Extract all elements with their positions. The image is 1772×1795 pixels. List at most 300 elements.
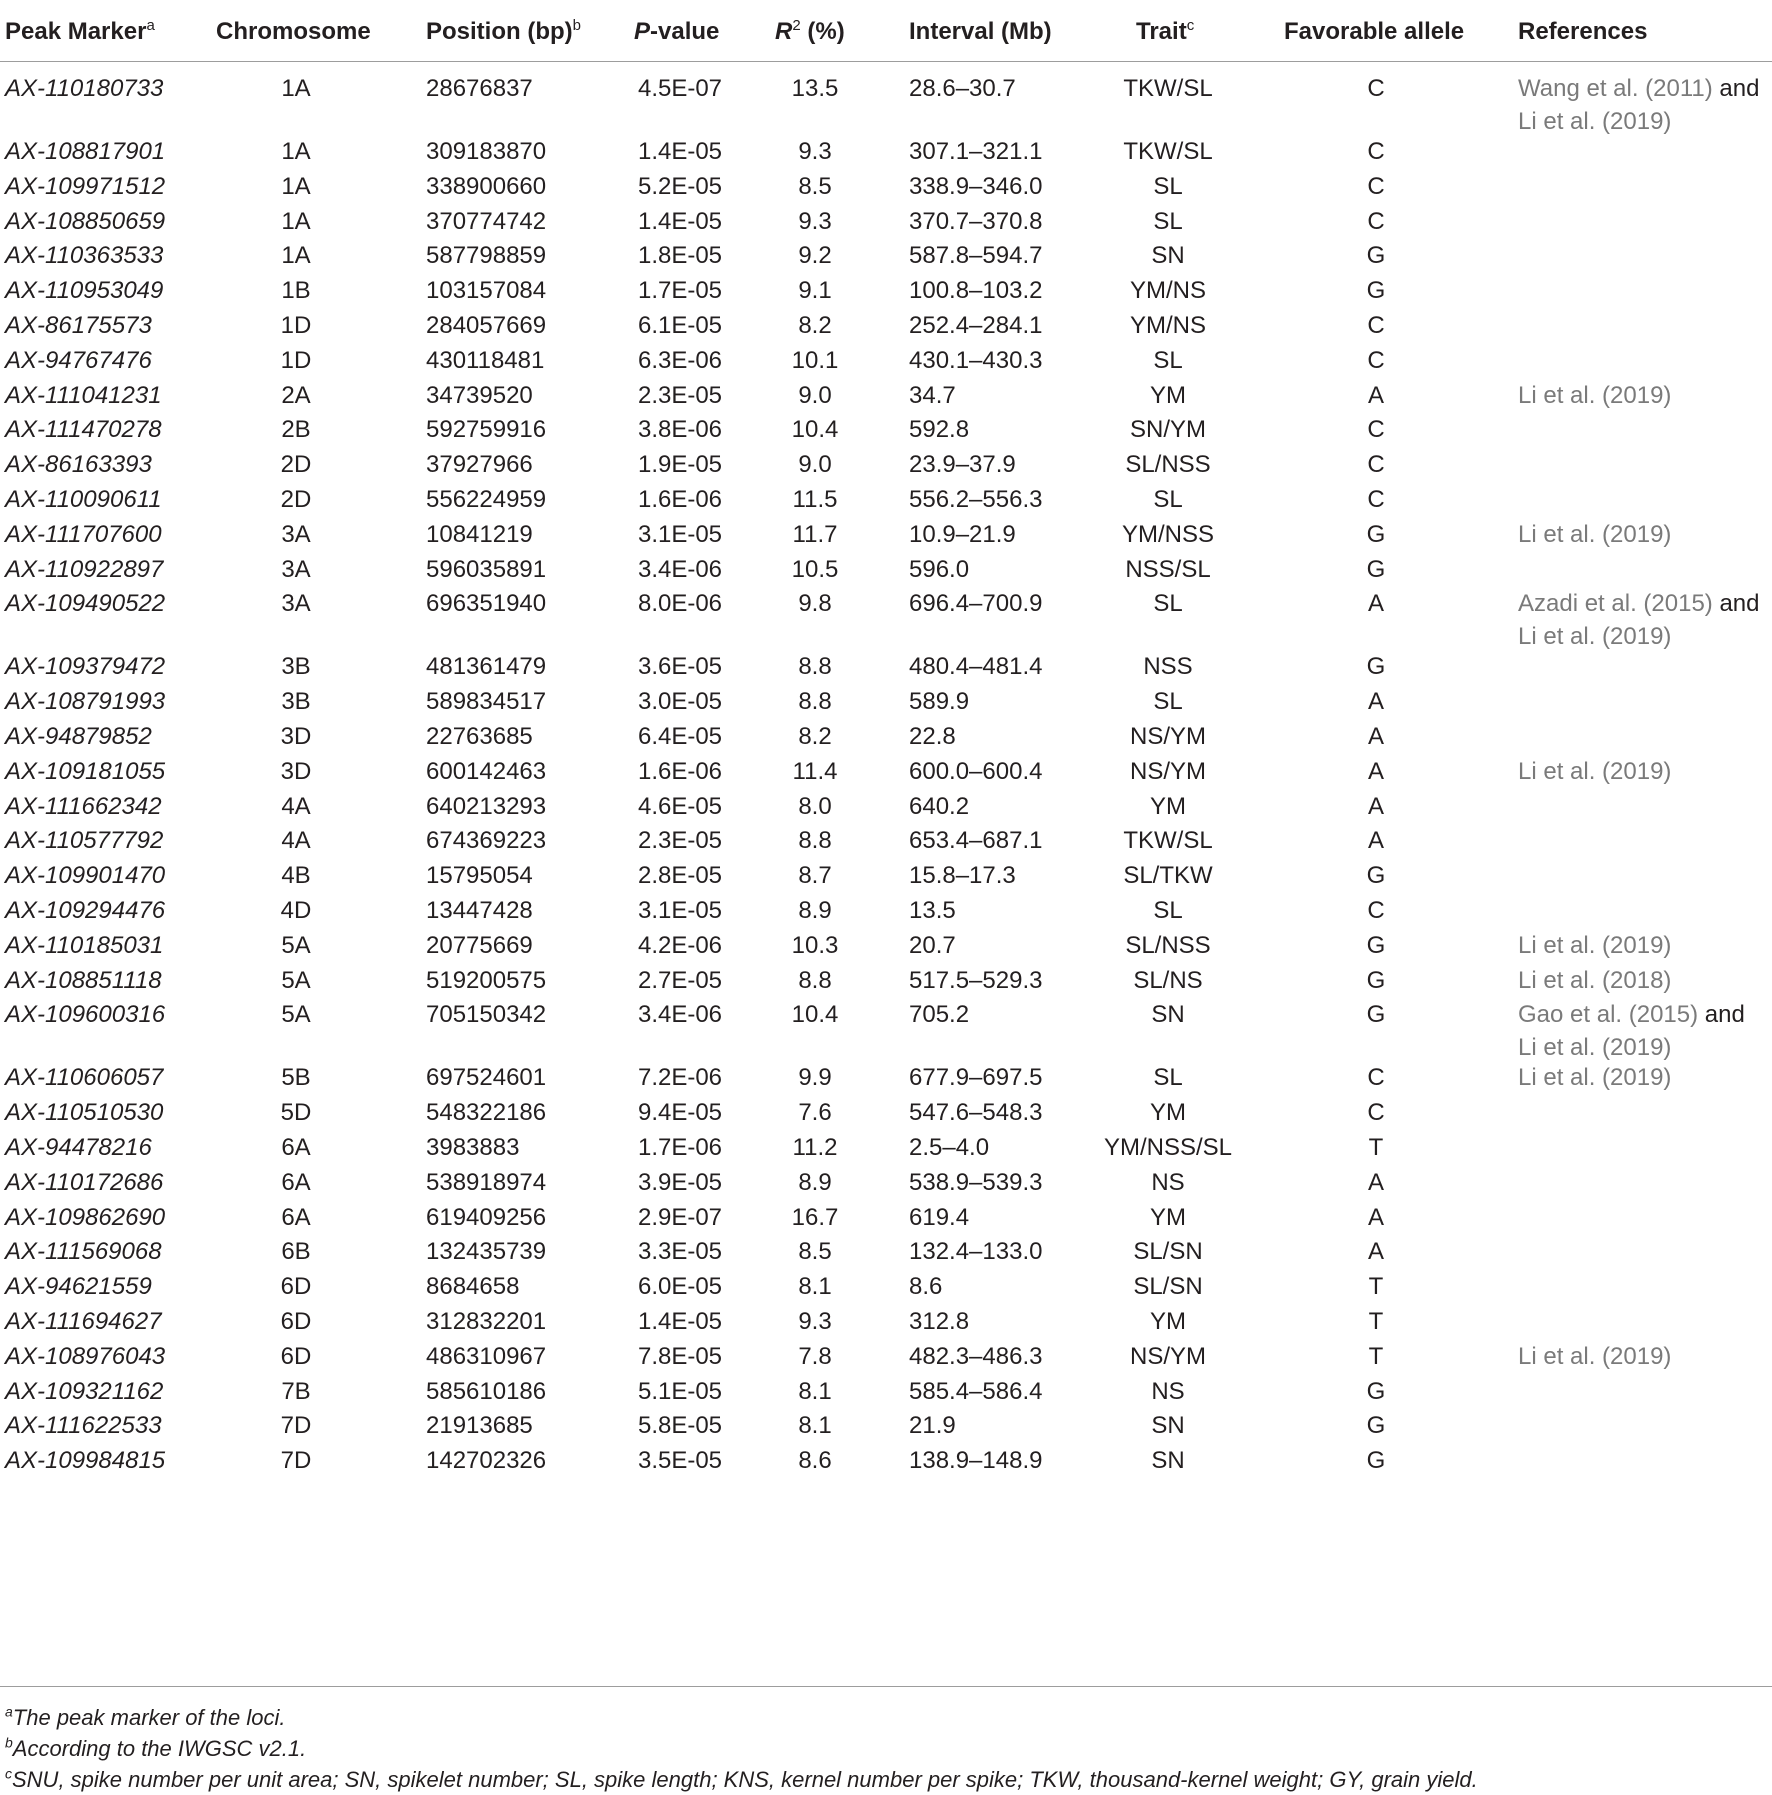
position-cell: 13447428 <box>426 896 533 924</box>
header-rule <box>0 61 1772 62</box>
p-value-cell: 6.0E-05 <box>637 1273 723 1301</box>
position-cell: 538918974 <box>426 1168 547 1196</box>
position-cell: 592759916 <box>426 416 547 444</box>
position-cell: 37927966 <box>426 451 533 479</box>
reference-link[interactable]: Li et al. (2019) <box>1518 520 1672 548</box>
allele-cell: G <box>1366 1377 1386 1405</box>
marker-cell: AX-86175573 <box>5 311 152 339</box>
interval-cell: 619.4 <box>909 1203 970 1231</box>
p-value-cell: 3.1E-05 <box>637 520 723 548</box>
p-value-cell: 4.5E-07 <box>637 75 723 102</box>
chromosome-cell: 1A <box>281 207 311 235</box>
interval-cell: 252.4–284.1 <box>909 311 1043 339</box>
marker-cell: AX-111041231 <box>5 381 162 409</box>
p-value-cell: 1.4E-05 <box>637 207 723 235</box>
header-trait: Trait$^c$ <box>1136 17 1195 45</box>
chromosome-cell: 1D <box>280 311 312 339</box>
interval-cell: 34.7 <box>909 381 956 409</box>
trait-cell: SL/NSS <box>1125 931 1211 959</box>
chromosome-cell: 7D <box>280 1412 312 1440</box>
allele-cell: G <box>1366 931 1386 959</box>
header-chromosome: Chromosome <box>216 18 371 45</box>
position-cell: 674369223 <box>426 827 547 855</box>
p-value-cell: 7.8E-05 <box>637 1342 723 1370</box>
position-cell: 589834517 <box>426 688 547 716</box>
interval-cell: 100.8–103.2 <box>909 277 1043 305</box>
table-row <box>0 1131 1772 1166</box>
trait-cell: NS/YM <box>1129 722 1206 750</box>
marker-cell: AX-94478216 <box>5 1133 152 1161</box>
allele-cell: C <box>1367 75 1385 102</box>
allele-cell: C <box>1367 207 1385 235</box>
table-row <box>0 274 1772 309</box>
reference-conjunction: and <box>1698 1001 1745 1029</box>
marker-cell: AX-111569068 <box>5 1238 162 1266</box>
allele-cell: G <box>1366 242 1386 270</box>
position-cell: 596035891 <box>426 555 547 583</box>
table-row <box>0 1270 1772 1305</box>
chromosome-cell: 3A <box>281 555 311 583</box>
allele-cell: C <box>1367 346 1385 374</box>
position-cell: 481361479 <box>426 653 547 681</box>
reference-conjunction: and <box>1712 590 1760 618</box>
marker-cell: AX-109984815 <box>5 1447 166 1475</box>
chromosome-cell: 3A <box>281 590 311 618</box>
reference-link[interactable]: Azadi et al. (2015) <box>1518 590 1713 618</box>
interval-cell: 22.8 <box>909 722 956 750</box>
marker-cell: AX-109294476 <box>5 896 166 924</box>
trait-cell: SL <box>1153 346 1183 374</box>
references-cell <box>1518 998 1768 1064</box>
allele-cell: A <box>1367 1168 1384 1196</box>
position-cell: 600142463 <box>426 757 547 785</box>
chromosome-cell: 5A <box>281 966 311 994</box>
marker-cell: AX-110577792 <box>5 827 164 855</box>
position-cell: 15795054 <box>426 862 533 890</box>
marker-cell: AX-110172686 <box>5 1168 164 1196</box>
chromosome-cell: 5B <box>281 1064 311 1092</box>
trait-cell: YM/NS <box>1129 311 1206 339</box>
reference-link[interactable]: Li et al. (2019) <box>1518 757 1672 785</box>
chromosome-cell: 1B <box>281 277 311 305</box>
position-cell: 3983883 <box>426 1133 520 1161</box>
references-cell <box>1518 518 1768 551</box>
interval-cell: 2.5–4.0 <box>909 1133 990 1161</box>
p-value-cell: 3.0E-05 <box>637 688 723 716</box>
p-value-cell: 2.3E-05 <box>637 827 723 855</box>
table-row <box>0 1409 1772 1444</box>
interval-cell: 430.1–430.3 <box>909 346 1043 374</box>
table-row <box>0 1305 1772 1340</box>
interval-cell: 592.8 <box>909 416 970 444</box>
interval-cell: 677.9–697.5 <box>909 1064 1043 1092</box>
marker-cell: AX-110922897 <box>5 555 164 583</box>
chromosome-cell: 6A <box>281 1133 311 1161</box>
trait-cell: YM <box>1150 1099 1186 1127</box>
marker-cell: AX-109901470 <box>5 862 166 890</box>
position-cell: 587798859 <box>426 242 547 270</box>
trait-cell: NS <box>1151 1377 1185 1405</box>
r-squared-cell: 8.1 <box>798 1377 832 1405</box>
p-value-cell: 7.2E-06 <box>637 1064 723 1092</box>
position-cell: 312832201 <box>426 1307 547 1335</box>
allele-cell: A <box>1367 827 1384 855</box>
trait-cell: YM/NSS <box>1121 520 1214 548</box>
interval-cell: 370.7–370.8 <box>909 207 1043 235</box>
allele-cell: T <box>1368 1307 1384 1335</box>
allele-cell: A <box>1367 1203 1384 1231</box>
r-squared-cell: 9.3 <box>798 1307 832 1335</box>
r-squared-cell: 8.8 <box>798 827 832 855</box>
table-row <box>0 413 1772 448</box>
marker-cell: AX-109862690 <box>5 1203 166 1231</box>
p-value-cell: 5.2E-05 <box>637 172 723 200</box>
reference-conjunction: and <box>1712 75 1760 102</box>
allele-cell: A <box>1367 590 1384 618</box>
interval-cell: 538.9–539.3 <box>909 1168 1043 1196</box>
header-references: References <box>1518 18 1648 45</box>
chromosome-cell: 2B <box>281 416 311 444</box>
marker-cell: AX-108791993 <box>5 688 166 716</box>
interval-cell: 653.4–687.1 <box>909 827 1043 855</box>
table-row <box>0 929 1772 964</box>
p-value-cell: 4.6E-05 <box>637 792 723 820</box>
r-squared-cell: 10.1 <box>791 346 839 374</box>
r-squared-cell: 8.5 <box>798 1238 832 1266</box>
p-value-cell: 6.4E-05 <box>637 722 723 750</box>
trait-cell: SL <box>1153 590 1183 618</box>
interval-cell: 589.9 <box>909 688 970 716</box>
table-header <box>0 0 1772 62</box>
footnote-b: $^b$According to the IWGSC v2.1. <box>5 1734 307 1761</box>
position-cell: 519200575 <box>426 966 547 994</box>
allele-cell: T <box>1368 1273 1384 1301</box>
p-value-cell: 2.3E-05 <box>637 381 723 409</box>
table-row <box>0 1201 1772 1236</box>
r-squared-cell: 11.2 <box>792 1133 838 1161</box>
marker-cell: AX-110953049 <box>5 277 164 305</box>
p-value-cell: 1.4E-05 <box>637 138 723 165</box>
trait-cell: NSS/SL <box>1125 555 1211 583</box>
interval-cell: 20.7 <box>909 931 956 959</box>
interval-cell: 640.2 <box>909 792 970 820</box>
trait-cell: TKW/SL <box>1123 138 1213 165</box>
reference-link[interactable]: Li et al. (2019) <box>1518 931 1672 959</box>
trait-cell: NSS <box>1143 653 1193 681</box>
marker-cell: AX-110510530 <box>5 1099 164 1127</box>
marker-cell: AX-94879852 <box>5 722 152 750</box>
interval-cell: 482.3–486.3 <box>909 1342 1043 1370</box>
interval-cell: 312.8 <box>909 1307 970 1335</box>
allele-cell: G <box>1366 653 1386 681</box>
trait-cell: SL/SN <box>1133 1273 1203 1301</box>
table-row <box>0 72 1772 135</box>
interval-cell: 138.9–148.9 <box>909 1447 1043 1475</box>
r-squared-cell: 8.7 <box>798 862 832 890</box>
position-cell: 430118481 <box>426 346 545 374</box>
r-squared-cell: 8.0 <box>798 792 832 820</box>
allele-cell: C <box>1367 451 1385 479</box>
interval-cell: 21.9 <box>909 1412 956 1440</box>
trait-cell: SN <box>1151 1412 1185 1440</box>
r-squared-cell: 10.4 <box>791 416 839 444</box>
table-row <box>0 1340 1772 1375</box>
r-squared-cell: 16.7 <box>791 1203 839 1231</box>
allele-cell: G <box>1366 1001 1386 1029</box>
footnote-a: $^a$The peak marker of the loci. <box>5 1703 286 1730</box>
references-cell <box>1518 587 1768 653</box>
position-cell: 20775669 <box>426 931 533 959</box>
reference-link[interactable]: Li et al. (2018) <box>1518 966 1672 994</box>
reference-link[interactable]: Gao et al. (2015) <box>1518 1001 1699 1029</box>
r-squared-cell: 9.3 <box>798 207 832 235</box>
reference-link[interactable]: Li et al. (2019) <box>1518 1034 1672 1062</box>
p-value-cell: 8.0E-06 <box>637 590 723 618</box>
reference-link[interactable]: Wang et al. (2011) <box>1518 75 1713 102</box>
trait-cell: YM <box>1150 1307 1186 1335</box>
trait-cell: SL/SN <box>1133 1238 1203 1266</box>
marker-cell: AX-109379472 <box>5 653 166 681</box>
table-row <box>0 998 1772 1061</box>
r-squared-cell: 7.6 <box>798 1099 832 1127</box>
interval-cell: 596.0 <box>909 555 970 583</box>
position-cell: 103157084 <box>426 277 547 305</box>
marker-cell: AX-111470278 <box>5 416 162 444</box>
r-squared-cell: 10.3 <box>791 931 839 959</box>
r-squared-cell: 8.1 <box>798 1273 832 1301</box>
allele-cell: G <box>1366 966 1386 994</box>
position-cell: 338900660 <box>426 172 547 200</box>
chromosome-cell: 2A <box>281 381 311 409</box>
references-cell <box>1518 755 1768 788</box>
p-value-cell: 1.7E-05 <box>637 277 723 305</box>
position-cell: 28676837 <box>426 75 533 102</box>
interval-cell: 15.8–17.3 <box>909 862 1016 890</box>
chromosome-cell: 4A <box>281 827 311 855</box>
table-row <box>0 344 1772 379</box>
allele-cell: G <box>1366 862 1386 890</box>
chromosome-cell: 4B <box>281 862 311 890</box>
allele-cell: C <box>1367 172 1385 200</box>
interval-cell: 705.2 <box>909 1001 970 1029</box>
footnotes <box>5 1702 1765 1795</box>
header-favorable-allele: Favorable allele <box>1284 18 1465 45</box>
allele-cell: A <box>1367 722 1384 750</box>
p-value-cell: 2.9E-07 <box>637 1203 723 1231</box>
chromosome-cell: 2D <box>280 451 312 479</box>
marker-cell: AX-109181055 <box>5 757 166 785</box>
p-value-cell: 1.6E-06 <box>637 757 723 785</box>
p-value-cell: 2.7E-05 <box>637 966 723 994</box>
table-row <box>0 448 1772 483</box>
position-cell: 21913685 <box>426 1412 533 1440</box>
trait-cell: YM/NS <box>1129 277 1206 305</box>
interval-cell: 23.9–37.9 <box>909 451 1016 479</box>
position-cell: 640213293 <box>426 792 547 820</box>
interval-cell: 8.6 <box>909 1273 943 1301</box>
interval-cell: 585.4–586.4 <box>909 1377 1043 1405</box>
r-squared-cell: 8.8 <box>798 966 832 994</box>
trait-cell: TKW/SL <box>1123 75 1213 102</box>
allele-cell: C <box>1367 416 1385 444</box>
allele-cell: T <box>1368 1342 1384 1370</box>
chromosome-cell: 3D <box>280 722 312 750</box>
allele-cell: A <box>1367 792 1384 820</box>
position-cell: 142702326 <box>426 1447 547 1475</box>
position-cell: 34739520 <box>426 381 533 409</box>
header-position: Position (bp)$^b$ <box>426 17 581 45</box>
marker-cell: AX-110363533 <box>5 242 164 270</box>
trait-cell: YM/NSS/SL <box>1103 1133 1233 1161</box>
chromosome-cell: 6D <box>280 1342 312 1370</box>
chromosome-cell: 3B <box>281 653 311 681</box>
allele-cell: G <box>1366 277 1386 305</box>
chromosome-cell: 1A <box>281 172 311 200</box>
allele-cell: C <box>1367 485 1385 513</box>
chromosome-cell: 1A <box>281 138 311 165</box>
position-cell: 22763685 <box>426 722 533 750</box>
marker-cell: AX-110185031 <box>5 931 164 959</box>
table-row <box>0 205 1772 240</box>
position-cell: 132435739 <box>426 1238 547 1266</box>
r-squared-cell: 9.3 <box>798 138 832 165</box>
marker-cell: AX-110180733 <box>5 75 164 102</box>
allele-cell: C <box>1367 311 1385 339</box>
r-squared-cell: 9.0 <box>798 451 832 479</box>
table-body <box>0 72 1772 1479</box>
allele-cell: G <box>1366 1412 1386 1440</box>
p-value-cell: 1.8E-05 <box>637 242 723 270</box>
references-cell <box>1518 929 1768 962</box>
r-squared-cell: 8.9 <box>798 1168 832 1196</box>
marker-cell: AX-110606057 <box>5 1064 164 1092</box>
marker-cell: AX-108976043 <box>5 1342 166 1370</box>
r-squared-cell: 8.8 <box>798 653 832 681</box>
allele-cell: A <box>1367 381 1384 409</box>
p-value-cell: 3.9E-05 <box>637 1168 723 1196</box>
table-row <box>0 309 1772 344</box>
reference-link[interactable]: Li et al. (2019) <box>1518 623 1672 651</box>
allele-cell: G <box>1366 520 1386 548</box>
trait-cell: SL <box>1153 485 1183 513</box>
trait-cell: NS/YM <box>1129 757 1206 785</box>
r-squared-cell: 10.5 <box>791 555 839 583</box>
position-cell: 619409256 <box>426 1203 547 1231</box>
r-squared-cell: 11.7 <box>792 520 838 548</box>
position-cell: 486310967 <box>426 1342 547 1370</box>
p-value-cell: 3.4E-06 <box>637 555 723 583</box>
r-squared-cell: 9.2 <box>798 242 832 270</box>
allele-cell: C <box>1367 138 1385 165</box>
interval-cell: 696.4–700.9 <box>909 590 1043 618</box>
p-value-cell: 6.1E-05 <box>637 311 723 339</box>
marker-cell: AX-111707600 <box>5 520 162 548</box>
r-squared-cell: 9.9 <box>798 1064 832 1092</box>
table-row <box>0 518 1772 553</box>
r-squared-cell: 8.2 <box>798 722 832 750</box>
chromosome-cell: 7D <box>280 1447 312 1475</box>
marker-cell: AX-111694627 <box>5 1307 162 1335</box>
position-cell: 370774742 <box>426 207 547 235</box>
allele-cell: A <box>1367 688 1384 716</box>
header-interval: Interval (Mb) <box>909 18 1052 45</box>
table-row <box>0 483 1772 518</box>
trait-cell: SL <box>1153 896 1183 924</box>
interval-cell: 480.4–481.4 <box>909 653 1043 681</box>
position-cell: 697524601 <box>426 1064 547 1092</box>
position-cell: 548322186 <box>426 1099 547 1127</box>
chromosome-cell: 5D <box>280 1099 312 1127</box>
marker-cell: AX-94621559 <box>5 1273 152 1301</box>
p-value-cell: 3.8E-06 <box>637 416 723 444</box>
p-value-cell: 4.2E-06 <box>637 931 723 959</box>
trait-cell: YM <box>1150 381 1186 409</box>
header-p-value: P-value <box>634 18 720 45</box>
table-row <box>0 790 1772 825</box>
p-value-cell: 9.4E-05 <box>637 1099 723 1127</box>
reference-link[interactable]: Li et al. (2019) <box>1518 1064 1672 1092</box>
trait-cell: SL/NSS <box>1125 451 1211 479</box>
chromosome-cell: 7B <box>281 1377 311 1405</box>
trait-cell: TKW/SL <box>1123 827 1213 855</box>
table-row <box>0 964 1772 999</box>
interval-cell: 517.5–529.3 <box>909 966 1043 994</box>
p-value-cell: 3.5E-05 <box>637 1447 723 1475</box>
chromosome-cell: 6A <box>281 1203 311 1231</box>
position-cell: 10841219 <box>426 520 533 548</box>
table-row <box>0 1166 1772 1201</box>
r-squared-cell: 8.9 <box>798 896 832 924</box>
interval-cell: 28.6–30.7 <box>909 75 1016 102</box>
trait-cell: NS <box>1151 1168 1185 1196</box>
chromosome-cell: 5A <box>281 1001 311 1029</box>
marker-cell: AX-109490522 <box>5 590 166 618</box>
references-cell <box>1518 1340 1768 1373</box>
position-cell: 556224959 <box>426 485 547 513</box>
reference-link[interactable]: Li et al. (2019) <box>1518 108 1672 135</box>
p-value-cell: 5.1E-05 <box>637 1377 723 1405</box>
marker-cell: AX-110090611 <box>5 485 162 513</box>
chromosome-cell: 3B <box>281 688 311 716</box>
table-row <box>0 239 1772 274</box>
marker-cell: AX-94767476 <box>5 346 152 374</box>
p-value-cell: 1.6E-06 <box>637 485 723 513</box>
interval-cell: 556.2–556.3 <box>909 485 1043 513</box>
r-squared-cell: 11.4 <box>792 757 838 785</box>
interval-cell: 600.0–600.4 <box>909 757 1043 785</box>
references-cell <box>1518 72 1768 138</box>
r-squared-cell: 8.6 <box>798 1447 832 1475</box>
marker-cell: AX-111662342 <box>5 792 162 820</box>
interval-cell: 132.4–133.0 <box>909 1238 1043 1266</box>
reference-link[interactable]: Li et al. (2019) <box>1518 381 1672 409</box>
interval-cell: 587.8–594.7 <box>909 242 1043 270</box>
allele-cell: A <box>1367 1238 1384 1266</box>
r-squared-cell: 7.8 <box>798 1342 832 1370</box>
marker-cell: AX-109600316 <box>5 1001 166 1029</box>
chromosome-cell: 6D <box>280 1307 312 1335</box>
references-cell <box>1518 379 1768 412</box>
allele-cell: T <box>1368 1133 1384 1161</box>
table-row <box>0 824 1772 859</box>
table-row <box>0 170 1772 205</box>
p-value-cell: 5.8E-05 <box>637 1412 723 1440</box>
reference-link[interactable]: Li et al. (2019) <box>1518 1342 1672 1370</box>
chromosome-cell: 6B <box>281 1238 311 1266</box>
table-row <box>0 587 1772 650</box>
table-row <box>0 553 1772 588</box>
r-squared-cell: 9.0 <box>798 381 832 409</box>
